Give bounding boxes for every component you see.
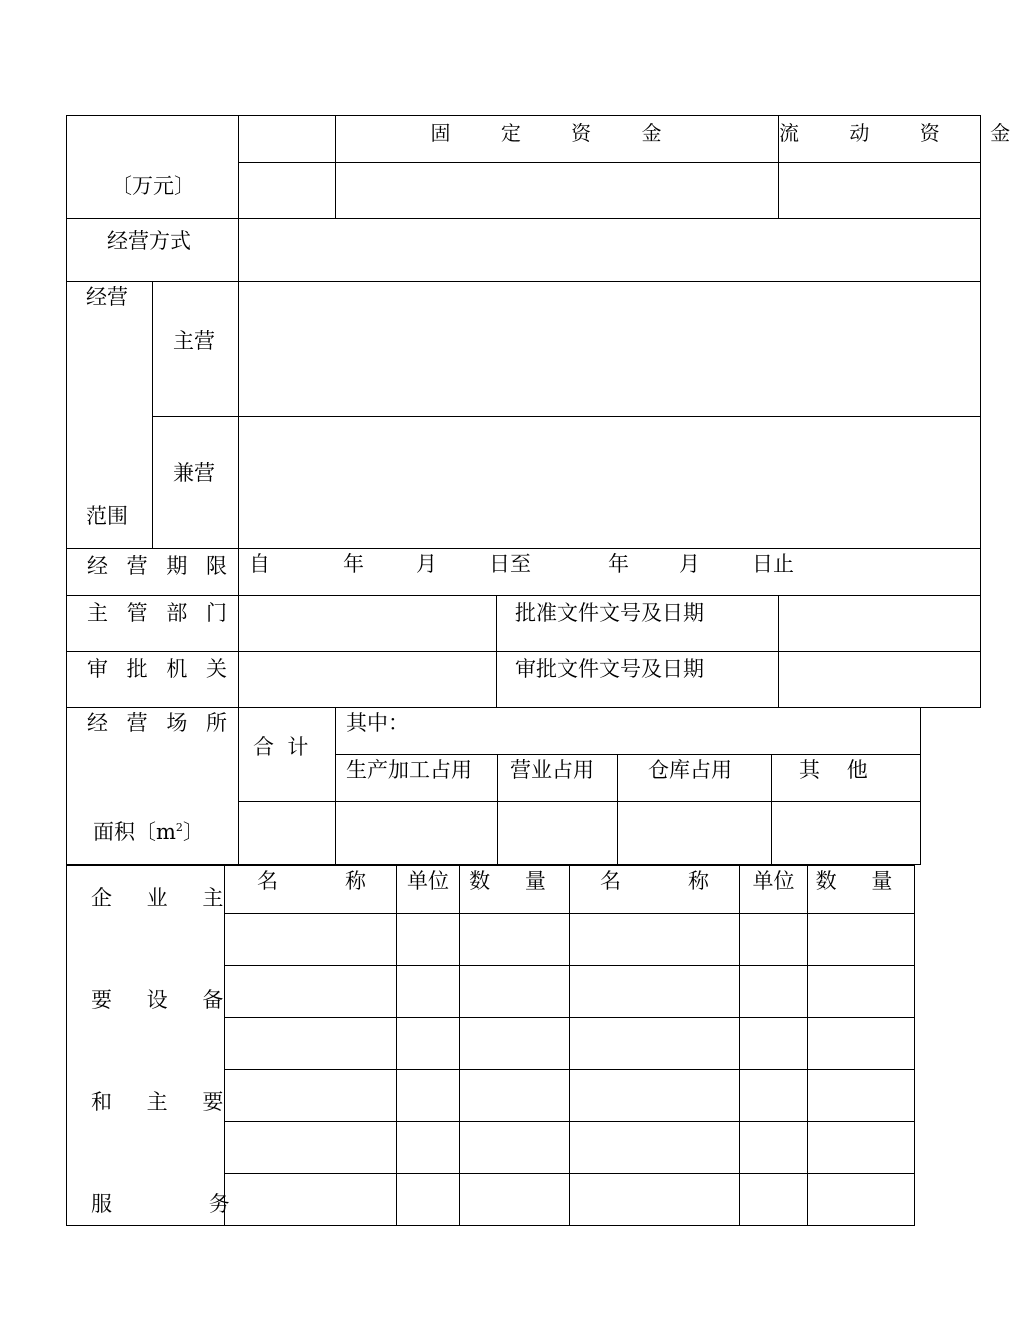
capital-label-cell xyxy=(67,116,239,219)
operation-mode-label: 经营方式 xyxy=(67,219,239,282)
period-year-2: 年 xyxy=(608,552,629,576)
capital-total-field[interactable] xyxy=(239,163,336,219)
business-scope-label-top: 经营 xyxy=(86,285,128,309)
equipment-name-a-row-2[interactable] xyxy=(225,966,397,1018)
period-day-end: 日止 xyxy=(752,552,794,576)
production-area-label: 生产加工占用 xyxy=(336,755,498,802)
equipment-qty-a-row-1[interactable] xyxy=(460,914,570,966)
equipment-unit-b-row-6[interactable] xyxy=(740,1174,808,1226)
side-business-field[interactable] xyxy=(239,417,981,549)
other-area-label: 其 他 xyxy=(772,755,921,802)
other-area-field[interactable] xyxy=(772,802,921,865)
unit-header-b: 单位 xyxy=(740,866,808,914)
capital-total-header-cell xyxy=(239,116,336,163)
premises-label-top: 经 营 场 所 xyxy=(87,711,234,735)
equipment-name-b-row-5[interactable] xyxy=(570,1122,740,1174)
premises-total-label-cell xyxy=(239,708,336,802)
business-area-field[interactable] xyxy=(498,802,618,865)
name-header-a: 名 称 xyxy=(225,866,397,914)
equipment-label-line-1: 企 业 主 xyxy=(91,886,238,910)
equipment-name-a-row-6[interactable] xyxy=(225,1174,397,1226)
equipment-name-a-row-3[interactable] xyxy=(225,1018,397,1070)
equipment-table xyxy=(66,865,915,1226)
approval-authority-field[interactable] xyxy=(239,652,497,708)
production-area-field[interactable] xyxy=(336,802,498,865)
business-scope-label-cell xyxy=(67,282,153,549)
review-doc-label: 审批文件文号及日期 xyxy=(497,652,779,708)
equipment-unit-b-row-5[interactable] xyxy=(740,1122,808,1174)
warehouse-area-field[interactable] xyxy=(618,802,772,865)
equipment-qty-b-row-5[interactable] xyxy=(808,1122,915,1174)
equipment-label-line-3: 和 主 要 xyxy=(91,1090,238,1114)
business-area-label: 营业占用 xyxy=(498,755,618,802)
equipment-label-cell xyxy=(67,866,244,1226)
period-month-2: 月 xyxy=(679,552,700,576)
equipment-unit-b-row-3[interactable] xyxy=(740,1018,808,1070)
side-business-label: 兼营 xyxy=(173,461,215,485)
equipment-unit-b-row-4[interactable] xyxy=(740,1070,808,1122)
side-business-label-cell xyxy=(153,417,239,549)
equipment-label-line-2: 要 设 备 xyxy=(91,988,238,1012)
operation-period-label: 经 营 期 限 xyxy=(67,549,239,596)
approval-doc-label: 批准文件文号及日期 xyxy=(497,596,779,652)
period-from: 自 xyxy=(249,552,270,576)
premises-total-field[interactable] xyxy=(239,802,336,865)
equipment-name-b-row-2[interactable] xyxy=(570,966,740,1018)
equipment-qty-b-row-6[interactable] xyxy=(808,1174,915,1226)
current-capital-label: 流 动 资 金 xyxy=(779,116,981,163)
current-capital-field[interactable] xyxy=(779,163,981,219)
equipment-unit-a-row-6[interactable] xyxy=(397,1174,460,1226)
premises-label-cell xyxy=(67,708,239,865)
review-doc-field[interactable] xyxy=(779,652,981,708)
equipment-qty-b-row-1[interactable] xyxy=(808,914,915,966)
equipment-unit-a-row-4[interactable] xyxy=(397,1070,460,1122)
equipment-qty-a-row-4[interactable] xyxy=(460,1070,570,1122)
unit-header-a: 单位 xyxy=(397,866,460,914)
equipment-qty-a-row-2[interactable] xyxy=(460,966,570,1018)
equipment-qty-a-row-6[interactable] xyxy=(460,1174,570,1226)
main-business-label: 主营 xyxy=(173,329,215,353)
equipment-qty-b-row-2[interactable] xyxy=(808,966,915,1018)
main-business-label-cell xyxy=(153,282,239,417)
approval-doc-field[interactable] xyxy=(779,596,981,652)
department-label: 主 管 部 门 xyxy=(67,596,239,652)
main-business-field[interactable] xyxy=(239,282,981,417)
name-header-b: 名 称 xyxy=(570,866,740,914)
equipment-name-a-row-4[interactable] xyxy=(225,1070,397,1122)
operation-mode-field[interactable] xyxy=(239,219,981,282)
approval-authority-label: 审 批 机 关 xyxy=(67,652,239,708)
operation-period-field[interactable] xyxy=(239,549,981,596)
period-month-1: 月 xyxy=(416,552,437,576)
equipment-qty-a-row-3[interactable] xyxy=(460,1018,570,1070)
premises-of-which-label: 其中： xyxy=(336,708,921,755)
premises-label-bottom: 面积〔$m^2$〕 xyxy=(93,820,204,844)
capital-unit-label: 〔万元〕 xyxy=(111,174,195,198)
period-year-1: 年 xyxy=(343,552,364,576)
equipment-name-a-row-1[interactable] xyxy=(225,914,397,966)
equipment-name-b-row-6[interactable] xyxy=(570,1174,740,1226)
equipment-unit-b-row-2[interactable] xyxy=(740,966,808,1018)
premises-table xyxy=(66,707,921,865)
equipment-label-line-4: 服 务 xyxy=(91,1192,244,1216)
equipment-unit-a-row-2[interactable] xyxy=(397,966,460,1018)
equipment-unit-a-row-1[interactable] xyxy=(397,914,460,966)
period-day-to: 日至 xyxy=(489,552,531,576)
fixed-capital-label: 固 定 资 金 xyxy=(336,116,779,163)
equipment-name-b-row-1[interactable] xyxy=(570,914,740,966)
premises-total-label: 合 计 xyxy=(253,735,309,759)
quantity-header-a: 数 量 xyxy=(460,866,570,914)
fixed-capital-field[interactable] xyxy=(336,163,779,219)
equipment-unit-a-row-5[interactable] xyxy=(397,1122,460,1174)
equipment-qty-b-row-3[interactable] xyxy=(808,1018,915,1070)
main-form-table xyxy=(66,115,1032,708)
warehouse-area-label: 仓库占用 xyxy=(618,755,772,802)
equipment-name-b-row-3[interactable] xyxy=(570,1018,740,1070)
equipment-name-b-row-4[interactable] xyxy=(570,1070,740,1122)
department-field[interactable] xyxy=(239,596,497,652)
equipment-qty-a-row-5[interactable] xyxy=(460,1122,570,1174)
business-scope-label-bottom: 范围 xyxy=(86,504,128,528)
equipment-unit-a-row-3[interactable] xyxy=(397,1018,460,1070)
quantity-header-b: 数 量 xyxy=(808,866,915,914)
equipment-unit-b-row-1[interactable] xyxy=(740,914,808,966)
equipment-qty-b-row-4[interactable] xyxy=(808,1070,915,1122)
equipment-name-a-row-5[interactable] xyxy=(225,1122,397,1174)
